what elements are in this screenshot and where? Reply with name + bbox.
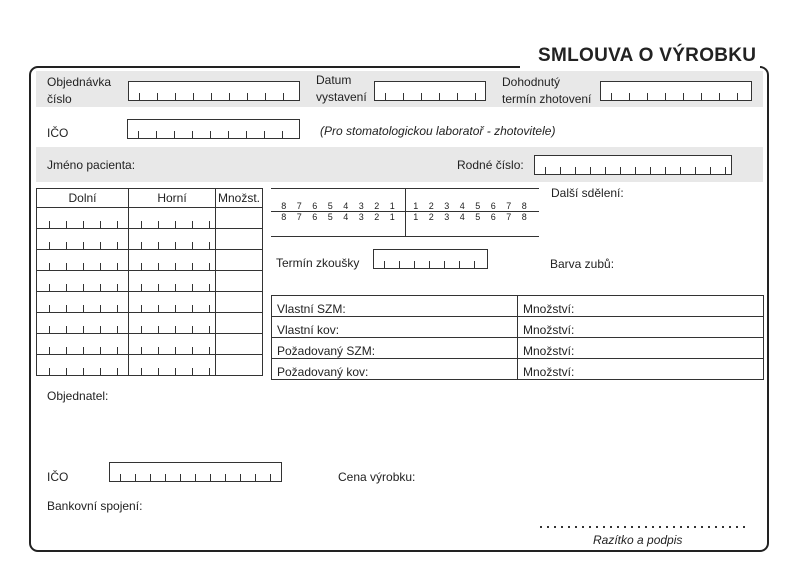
form-title: SMLOUVA O VÝROBKU bbox=[538, 45, 757, 66]
material-quantity-label[interactable]: Množství: bbox=[518, 296, 764, 317]
header-lower: Dolní bbox=[37, 189, 129, 208]
tooth-number: 3 bbox=[358, 212, 364, 222]
material-label: Požadovaný SZM: bbox=[272, 338, 518, 359]
material-quantity-label[interactable]: Množství: bbox=[518, 359, 764, 380]
ico-top-label: IČO bbox=[47, 126, 69, 140]
material-label: Vlastní kov: bbox=[272, 317, 518, 338]
quantity-cell[interactable] bbox=[216, 355, 263, 376]
tooth-number: 4 bbox=[343, 201, 349, 211]
birth-number-label: Rodné číslo: bbox=[457, 158, 524, 172]
chart-line-bottom bbox=[271, 236, 539, 237]
lower-cell[interactable] bbox=[37, 250, 129, 271]
upper-cell[interactable] bbox=[129, 355, 216, 376]
tooth-number: 3 bbox=[444, 201, 450, 211]
tooth-number: 6 bbox=[312, 212, 318, 222]
order-label-line2: číslo bbox=[47, 92, 72, 106]
tooth-number: 5 bbox=[475, 201, 481, 211]
order-label-line1: Objednávka bbox=[47, 75, 112, 89]
tooth-number: 6 bbox=[490, 201, 496, 211]
materials-table bbox=[271, 295, 764, 380]
tooth-number: 6 bbox=[490, 212, 496, 222]
upper-cell[interactable] bbox=[129, 250, 216, 271]
ico-top-note: (Pro stomatologickou laboratoř - zhotovitele) bbox=[320, 124, 556, 138]
tooth-color-label: Barva zubů: bbox=[550, 257, 615, 271]
material-label: Vlastní SZM: bbox=[272, 296, 518, 317]
lower-cell[interactable] bbox=[37, 229, 129, 250]
ico-top-field[interactable] bbox=[127, 119, 300, 139]
material-label: Požadovaný kov: bbox=[272, 359, 518, 380]
tooth-number: 6 bbox=[312, 201, 318, 211]
tooth-number: 2 bbox=[428, 212, 434, 222]
lower-cell[interactable] bbox=[37, 208, 129, 229]
tooth-number: 5 bbox=[327, 201, 333, 211]
price-label: Cena výrobku: bbox=[338, 470, 416, 484]
tooth-number: 2 bbox=[428, 201, 434, 211]
tooth-row-lower-left bbox=[276, 212, 400, 222]
tooth-chart[interactable] bbox=[271, 188, 539, 237]
teeth-table bbox=[36, 188, 263, 376]
order-number-label bbox=[47, 75, 111, 106]
agreed-date-field[interactable] bbox=[600, 81, 752, 101]
upper-cell[interactable] bbox=[129, 208, 216, 229]
tooth-number: 3 bbox=[444, 212, 450, 222]
bank-label: Bankovní spojení: bbox=[47, 499, 143, 513]
stamp-signature-line[interactable] bbox=[540, 523, 750, 528]
issue-date-field[interactable] bbox=[374, 81, 486, 101]
issue-date-label bbox=[316, 73, 367, 104]
chart-midline bbox=[405, 188, 406, 236]
tooth-number: 7 bbox=[506, 212, 512, 222]
tooth-number: 8 bbox=[281, 201, 287, 211]
quantity-cell[interactable] bbox=[216, 250, 263, 271]
trial-date-field[interactable] bbox=[373, 249, 488, 269]
tooth-number: 1 bbox=[413, 201, 419, 211]
lower-cell[interactable] bbox=[37, 271, 129, 292]
agreed-date-label bbox=[502, 75, 591, 106]
tooth-row-lower-right bbox=[408, 212, 532, 222]
lower-cell[interactable] bbox=[37, 334, 129, 355]
upper-cell[interactable] bbox=[129, 313, 216, 334]
tooth-number: 5 bbox=[327, 212, 333, 222]
tooth-number: 2 bbox=[374, 201, 380, 211]
material-quantity-label[interactable]: Množství: bbox=[518, 338, 764, 359]
upper-cell[interactable] bbox=[129, 292, 216, 313]
issue-date-label-line2: vystavení bbox=[316, 90, 367, 104]
quantity-cell[interactable] bbox=[216, 313, 263, 334]
tooth-row-upper-left bbox=[276, 201, 400, 211]
patient-name-label: Jméno pacienta: bbox=[47, 158, 136, 172]
lower-cell[interactable] bbox=[37, 355, 129, 376]
tooth-number: 7 bbox=[296, 201, 302, 211]
header-upper: Horní bbox=[129, 189, 216, 208]
quantity-cell[interactable] bbox=[216, 334, 263, 355]
quantity-cell[interactable] bbox=[216, 229, 263, 250]
other-info-label: Další sdělení: bbox=[551, 186, 624, 200]
stamp-label: Razítko a podpis bbox=[593, 533, 683, 547]
issue-date-label-line1: Datum bbox=[316, 73, 352, 87]
ico-bottom-field[interactable] bbox=[109, 462, 282, 482]
quantity-cell[interactable] bbox=[216, 271, 263, 292]
upper-cell[interactable] bbox=[129, 334, 216, 355]
tooth-number: 7 bbox=[296, 212, 302, 222]
agreed-date-label-line1: Dohodnutý bbox=[502, 75, 561, 89]
tooth-number: 5 bbox=[475, 212, 481, 222]
tooth-number: 4 bbox=[343, 212, 349, 222]
quantity-cell[interactable] bbox=[216, 292, 263, 313]
birth-number-field[interactable] bbox=[534, 155, 732, 175]
tooth-row-upper-right bbox=[408, 201, 532, 211]
tooth-number: 4 bbox=[459, 201, 465, 211]
header-quantity: Množst. bbox=[216, 189, 263, 208]
material-quantity-label[interactable]: Množství: bbox=[518, 317, 764, 338]
tooth-number: 8 bbox=[521, 212, 527, 222]
tooth-number: 1 bbox=[389, 201, 395, 211]
tooth-number: 2 bbox=[374, 212, 380, 222]
order-number-field[interactable] bbox=[128, 81, 300, 101]
orderer-label: Objednatel: bbox=[47, 389, 109, 403]
quantity-cell[interactable] bbox=[216, 208, 263, 229]
tooth-number: 1 bbox=[413, 212, 419, 222]
tooth-number: 3 bbox=[358, 201, 364, 211]
ico-bottom-label: IČO bbox=[47, 470, 69, 484]
lower-cell[interactable] bbox=[37, 292, 129, 313]
tooth-number: 4 bbox=[459, 212, 465, 222]
upper-cell[interactable] bbox=[129, 229, 216, 250]
tooth-number: 1 bbox=[389, 212, 395, 222]
tooth-number: 7 bbox=[506, 201, 512, 211]
tooth-number: 8 bbox=[521, 201, 527, 211]
trial-date-label: Termín zkoušky bbox=[276, 256, 360, 270]
tooth-number: 8 bbox=[281, 212, 287, 222]
upper-cell[interactable] bbox=[129, 271, 216, 292]
lower-cell[interactable] bbox=[37, 313, 129, 334]
agreed-date-label-line2: termín zhotovení bbox=[502, 92, 592, 106]
